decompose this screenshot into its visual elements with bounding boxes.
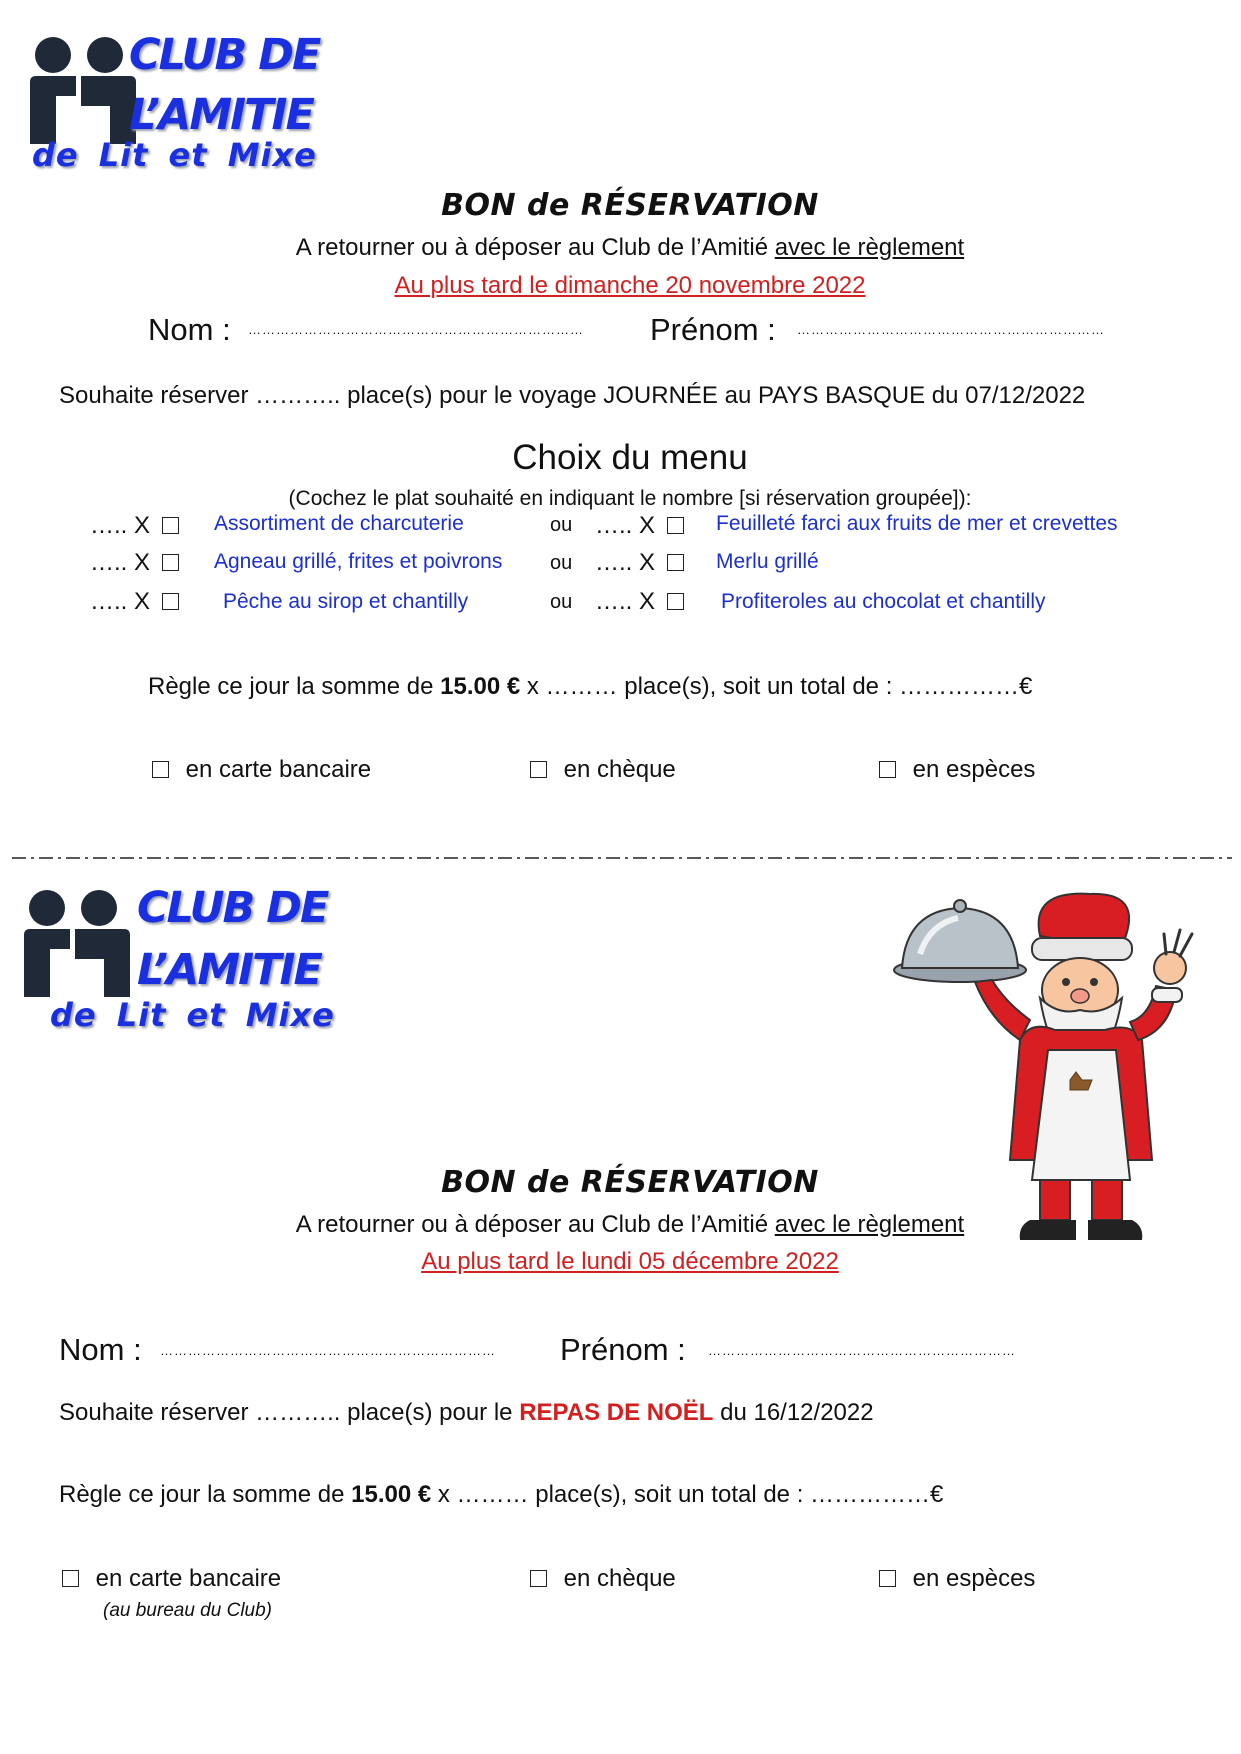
menu-option-dessert-1: Pêche au sirop et chantilly (223, 590, 469, 613)
form2-return-line (0, 1211, 1241, 1239)
form1-prenom-label: Prénom : (650, 312, 776, 347)
cut-line (12, 856, 1232, 860)
form2-payment-line (59, 1481, 943, 1509)
pay-card-note: (au bureau du Club) (103, 1600, 272, 1621)
logo-line3: de Lit et Mixe (32, 136, 317, 174)
club-logo (20, 883, 360, 1053)
checkbox[interactable] (879, 761, 896, 778)
form1-pay-cheque-option[interactable] (530, 756, 676, 784)
form1-return-text: A retourner ou à déposer au Club de l’Amitié (295, 234, 769, 261)
form1-pay-card-option[interactable] (152, 756, 371, 784)
form2-payment-amount: 15.00 € (351, 1481, 432, 1508)
qty-field[interactable]: ….. X (595, 512, 656, 539)
menu-checkbox[interactable] (667, 554, 684, 571)
pay-card-label: en carte bancaire (95, 1565, 282, 1592)
form1-nom-field[interactable]: ……………………………………………………………… (248, 322, 584, 337)
form1-payment-amount: 15.00 € (440, 673, 521, 700)
form2-payment-post: x ……… place(s), soit un total de : ……………€ (437, 1481, 944, 1508)
menu-checkbox[interactable] (667, 517, 684, 534)
form1-payment-line (148, 673, 1032, 701)
pay-cash-label: en espèces (912, 756, 1036, 783)
form2-event-name: REPAS DE NOËL (519, 1399, 714, 1426)
form1-deadline: Au plus tard le dimanche 20 novembre 2022 (394, 272, 866, 299)
pay-cash-label: en espèces (912, 1565, 1036, 1592)
logo-line2: L’AMITIE (129, 90, 313, 140)
menu-row (90, 549, 179, 577)
checkbox[interactable] (530, 761, 547, 778)
form2-nom-label: Nom : (59, 1332, 142, 1367)
checkbox[interactable] (879, 1570, 896, 1587)
or-label: ou (550, 591, 573, 613)
menu-checkbox[interactable] (162, 554, 179, 571)
pay-cheque-label: en chèque (563, 756, 676, 783)
qty-field[interactable]: ….. X (90, 512, 151, 539)
form2-deadline: Au plus tard le lundi 05 décembre 2022 (421, 1248, 839, 1275)
menu-checkbox[interactable] (162, 593, 179, 610)
qty-field[interactable]: ….. X (90, 549, 151, 576)
logo-line2: L’AMITIE (137, 945, 321, 995)
pay-card-label: en carte bancaire (185, 756, 372, 783)
menu-row (595, 588, 684, 616)
form2-prenom-field[interactable]: ………………………………………………………… (708, 1343, 1016, 1358)
form2-pay-cheque-option[interactable] (530, 1565, 676, 1593)
form1-payment-pre: Règle ce jour la somme de (148, 673, 434, 700)
people-icon (20, 887, 145, 997)
menu-option-starter-1: Assortiment de charcuterie (214, 512, 464, 535)
menu-option-starter-2: Feuilleté farci aux fruits de mer et crevettes (716, 512, 1118, 535)
form1-payment-post: x ……… place(s), soit un total de : ……………€ (526, 673, 1033, 700)
qty-field[interactable]: ….. X (90, 588, 151, 615)
logo-line1: CLUB DE (129, 30, 320, 80)
menu-option-dessert-2: Profiteroles au chocolat et chantilly (721, 590, 1046, 613)
form1-menu-instruction: (Cochez le plat souhaité en indiquant le nombre [si réservation groupée]): (288, 487, 972, 510)
form1-nom-label: Nom : (148, 312, 231, 347)
menu-option-main-2: Merlu grillé (716, 550, 819, 573)
menu-row (595, 512, 684, 540)
form1-souhaite: Souhaite réserver ……….. place(s) pour le voyage JOURNÉE au PAYS BASQUE du 07/12/2022 (59, 382, 1086, 409)
form2-pay-cash-option[interactable] (879, 1565, 1035, 1593)
form2-prenom-label: Prénom : (560, 1332, 686, 1367)
logo-line3: de Lit et Mixe (50, 996, 335, 1034)
qty-field[interactable]: ….. X (595, 588, 656, 615)
form2-payment-pre: Règle ce jour la somme de (59, 1481, 345, 1508)
form2-souhaite-pre: Souhaite réserver ……….. place(s) pour le (59, 1399, 513, 1426)
form1-prenom-field[interactable]: ………………………………………………………… (797, 322, 1105, 337)
club-logo (26, 30, 366, 200)
checkbox[interactable] (152, 761, 169, 778)
menu-row (595, 549, 684, 577)
logo-line1: CLUB DE (137, 883, 328, 933)
or-label: ou (550, 552, 573, 574)
form1-return-underlined: avec le règlement (774, 234, 965, 261)
form2-souhaite-line (59, 1399, 874, 1427)
form2-return-underlined: avec le règlement (774, 1211, 965, 1238)
menu-row (90, 588, 179, 616)
qty-field[interactable]: ….. X (595, 549, 656, 576)
menu-checkbox[interactable] (162, 517, 179, 534)
menu-checkbox[interactable] (667, 593, 684, 610)
pay-cheque-label: en chèque (563, 1565, 676, 1592)
form2-nom-field[interactable]: ……………………………………………………………… (160, 1343, 496, 1358)
form2-pay-card-option[interactable] (62, 1565, 281, 1593)
form2-souhaite-post: du 16/12/2022 (720, 1399, 874, 1426)
checkbox[interactable] (62, 1570, 79, 1587)
or-label: ou (550, 514, 573, 536)
form1-return-line (0, 234, 1241, 262)
form1-title: BON de RÉSERVATION (441, 188, 819, 223)
form2-title: BON de RÉSERVATION (441, 1165, 819, 1200)
form2-return-text: A retourner ou à déposer au Club de l’Amitié (295, 1211, 769, 1238)
checkbox[interactable] (530, 1570, 547, 1587)
form1-pay-cash-option[interactable] (879, 756, 1035, 784)
form1-menu-title: Choix du menu (512, 438, 748, 477)
menu-option-main-1: Agneau grillé, frites et poivrons (214, 550, 503, 573)
menu-row (90, 512, 179, 540)
